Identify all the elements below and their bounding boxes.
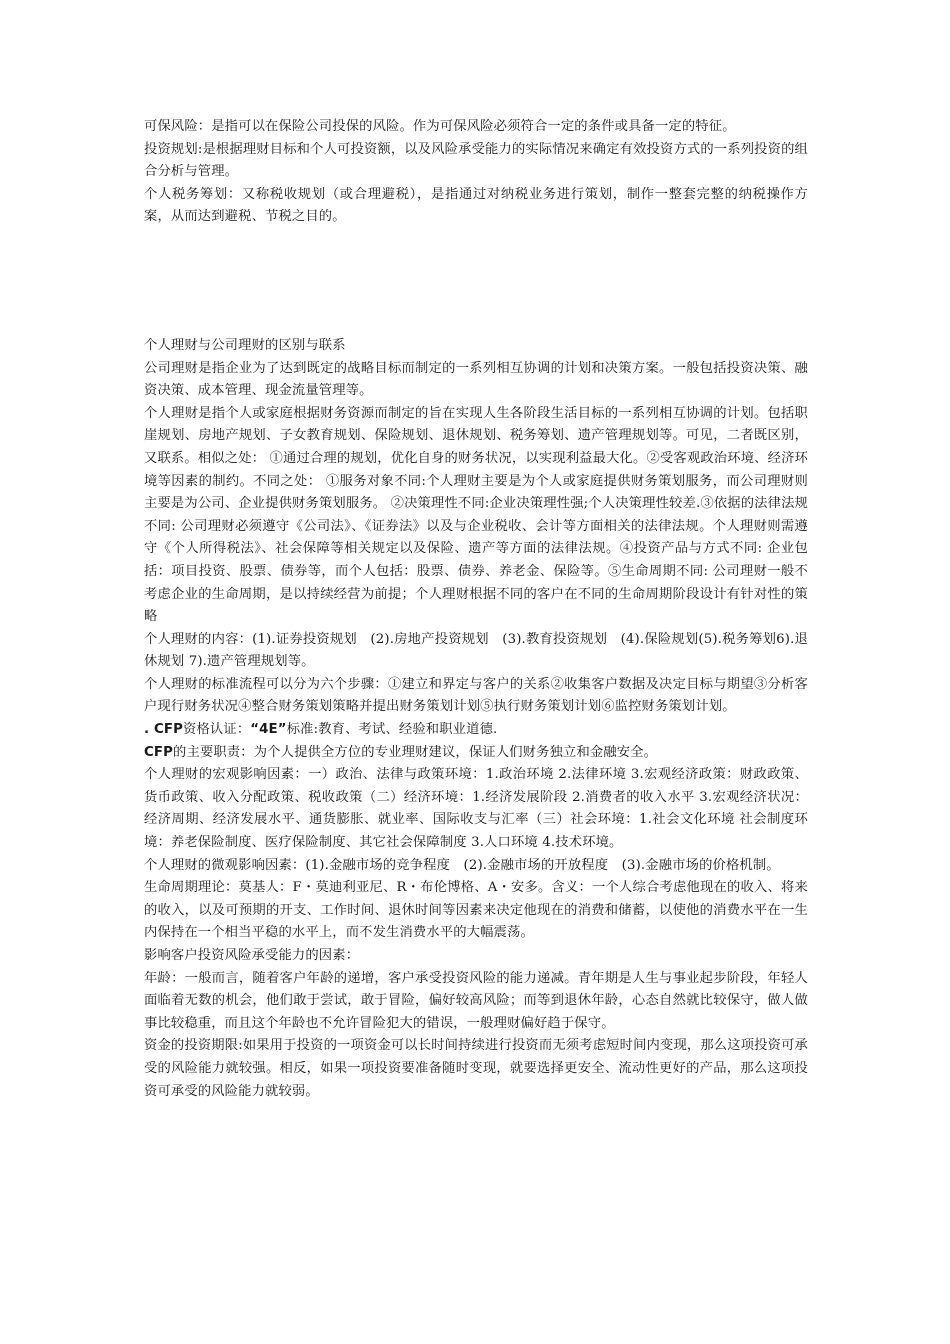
risk-factors-heading: 影响客户投资风险承受能力的因素： xyxy=(144,948,360,963)
personal-finance-paragraph: 个人理财是指个人或家庭根据财务资源而制定的旨在实现人生各阶段生活目标的一系列相互协调的计划。包括职崖规划、房地产规划、子女教育规划、保险规划、退休规划、税务筹划、遗产管理规划等。可见，二者既区别，又联系。相似之处： ①通过合理的规划，优化自身的财务状况，以实现利益最大化。②受客观政治环境、经济环境等因素的制约。不同之处： ①服务对象不同:个人理财主要是为个人或家庭提供财务策划服务，而公司理财则主要是为公司、企业提供财务策划服务。 ②决策理性不同:企业决策理性强;个人决策理性较差.③依据的法律法规不同: 公司理财必须遵守《公司法》、《证券法》以及与企业税收、会计等方面相关的法律法规。个人理财则需遵守《个人所得税法》、社会保障等相关规定以及保险、遗产等方面的法律法规。④投资产品与方式不同: 企业包括：项目投资、股票、债券等，而个人包括：股票、债券、养老金、保险等。⑤生命周期不同: 公司理财一般不考虑企业的生命周期，是以持续经营为前提；个人理财根据不同的客户在不同的生命周期阶段设计有针对性的策略 xyxy=(144,405,808,625)
cfp-cert-text: 资格认证： xyxy=(183,722,251,738)
life-cycle-paragraph: 生命周期理论：莫基人：F・莫迪利亚尼、R・布伦博格、A・安多。含义：一个人综合考虑他现在的收入、将来的收入，以及可预期的开支、工作时间、退休时间等因素来决定他现在的消费和储蓄，以使他的消费水平在一生内保持在一个相当平稳的水平上，而不发生消费水平的大幅震荡。 xyxy=(144,880,808,941)
section-heading: 个人理财与公司理财的区别与联系 xyxy=(144,337,346,353)
tax-planning-paragraph: 个人税务筹划：又称税收规划（或合理避税），是指通过对纳税业务进行策划，制作一整套完整的纳税操作方案，从而达到避税、节税之目的。 xyxy=(144,186,808,225)
micro-factors-paragraph: 个人理财的微观影响因素：(1).金融市场的竞争程度 (2).金融市场的开放程度 (3).金融市场的价格机制。 xyxy=(144,857,780,873)
cfp-4e: “4E” xyxy=(250,722,287,738)
cfp-certification-paragraph xyxy=(144,719,808,742)
document-page xyxy=(144,116,808,1103)
cfp-duties-prefix: CFP xyxy=(144,744,174,760)
cfp-duties-text: 的主要职责：为个人提供全方位的专业理财建议，保证人们财务独立和金融安全。 xyxy=(173,744,658,760)
cfp-duties-paragraph xyxy=(144,742,808,765)
cfp-prefix: . CFP xyxy=(144,722,184,738)
cfp-cert-rest: 标准:教育、考试、经验和职业道德. xyxy=(286,722,498,738)
investment-term-paragraph: 资金的投资期限:如果用于投资的一项资金可以长时间持续进行投资而无须考虑短时间内变现，那么这项投资可承受的风险能力就较强。相反，如果一项投资要准备随时变现，就要选择更安全、流动性更好的产品，那么这项投资可承受的风险能力就较弱。 xyxy=(144,1038,808,1099)
insurable-risk-paragraph: 可保风险：是指可以在保险公司投保的风险。作为可保风险必须符合一定的条件或具备一定的特征。 xyxy=(144,119,736,134)
investment-planning-paragraph: 投资规划:是根据理财目标和个人可投资额，以及风险承受能力的实际情况来确定有效投资方式的一系列投资的组合分析与管理。 xyxy=(144,141,808,180)
finance-content-paragraph: 个人理财的内容：(1).证券投资规划 (2).房地产投资规划 (3).教育投资规划 (4).保险规划(5).税务筹划6).退休规划 7).遗产管理规划等。 xyxy=(144,631,808,670)
macro-factors-paragraph: 个人理财的宏观影响因素：一）政治、法律与政策环境：1.政治环境 2.法律环境 3.宏观经济政策：财政政策、货币政策、收入分配政策、税收政策（二）经济环境：1.经济发展阶段 2.消费者的收入水平 3.宏观经济状况：经济周期、经济发展水平、通货膨胀、就业率、国际收支与汇率（三）社会环境：1.社会文化环境 社会制度环境：养老保险制度、医疗保险制度、其它社会保障制度 3.人口环境 4.技术环境。 xyxy=(144,767,808,851)
section-gap xyxy=(144,229,808,335)
corporate-finance-paragraph: 公司理财是指企业为了达到既定的战略目标而制定的一系列相互协调的计划和决策方案。一般包括投资决策、融资决策、成本管理、现金流量管理等。 xyxy=(144,360,808,399)
age-paragraph: 年龄：一般而言，随着客户年龄的递增，客户承受投资风险的能力递减。青年期是人生与事业起步阶段，年轻人面临着无数的机会，他们敢于尝试，敢于冒险，偏好较高风险；而等到退休年龄，心态自然就比较保守，做人做事比较稳重，而且这个年龄也不允许冒险犯大的错误，一般理财偏好趋于保守。 xyxy=(144,970,808,1031)
standard-process-paragraph: 个人理财的标准流程可以分为六个步骤：①建立和界定与客户的关系②收集客户数据及决定目标与期望③分析客户现行财务状况④整合财务策划策略并提出财务策划计划⑤执行财务策划计划⑥监控财务策划计划。 xyxy=(144,676,808,715)
